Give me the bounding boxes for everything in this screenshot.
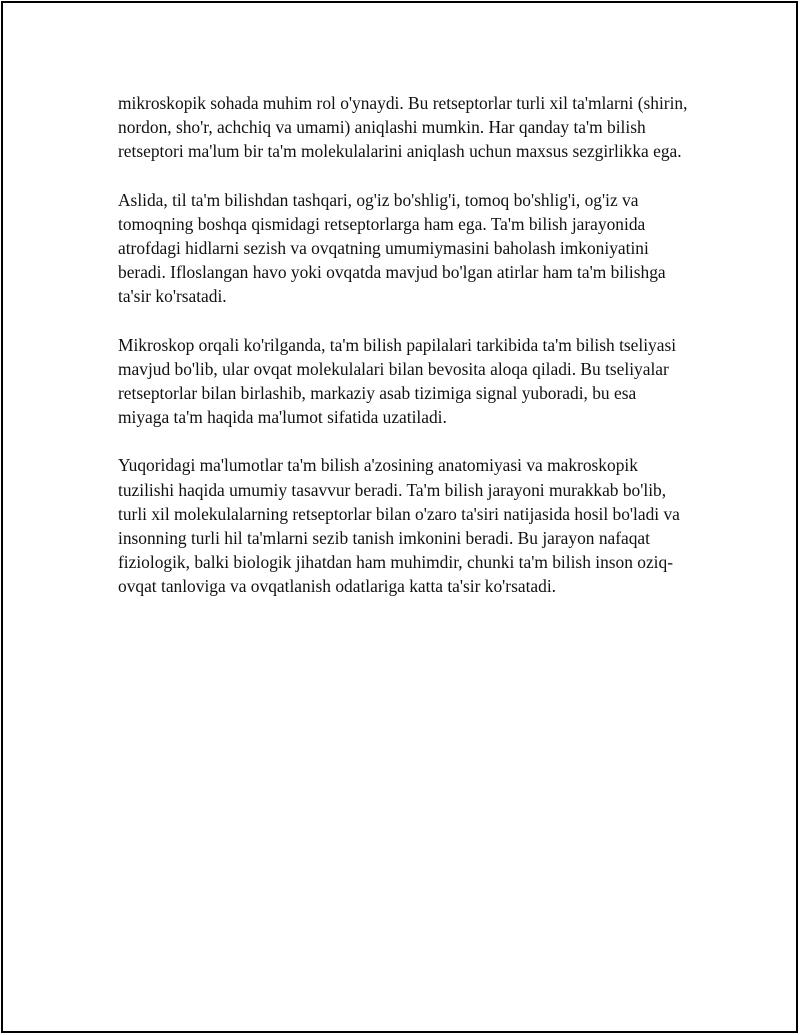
paragraph-3: Mikroskop orqali ko'rilganda, ta'm bilish papilalari tarkibida ta'm bilish tseliyasi mavjud bo'lib, ular ovqat molekulalari bilan bevosita aloqa qiladi. Bu tseliyalar retseptorlar bilan birlashib, markaziy asab tizimiga signal yuboradi, bu esa miyaga ta'm haqida ma'lumot sifatida uzatiladi. [118,334,677,428]
paragraph-2: Aslida, til ta'm bilishdan tashqari, og'iz bo'shlig'i, tomoq bo'shlig'i, og'iz va tomoqning boshqa qismidagi retseptorlarga ham ega. Ta'm bilish jarayonida atrofdagi hidlarni sezish va ovqatning umumiymasini baholash imkoniyatini beradi. Ifloslangan havo yoki ovqatda mavjud bo'lgan atirlar ham ta'm bilishga ta'sir ko'rsatadi. [118,189,666,307]
paragraph-1: mikroskopik sohada muhim rol o'ynaydi. Bu retseptorlar turli xil ta'mlarni (shirin, nordon, sho'r, achchiq va umami) aniqlashi mumkin. Har qanday ta'm bilish retseptori ma'lum bir ta'm molekulalarini aniqlash uchun maxsus sezgirlikka ega. [118,93,688,162]
paragraph-4: Yuqoridagi ma'lumotlar ta'm bilish a'zosining anatomiyasi va makroskopik tuzilishi haqida umumiy tasavvur beradi. Ta'm bilish jarayoni murakkab bo'lib, turli xil molekulalarning retseptorlar bilan o'zaro ta'siri natijasida hosil bo'ladi va insonning turli hil ta'mlarni sezib tanish imkonini beradi. Bu jarayon nafaqat fiziologik, balki biologik jihatdan ham muhimdir, chunki ta'm bilish inson oziq-ovqat tanloviga va ovqatlanish odatlariga katta ta'sir ko'rsatadi. [118,455,680,597]
document-body [118,91,688,623]
